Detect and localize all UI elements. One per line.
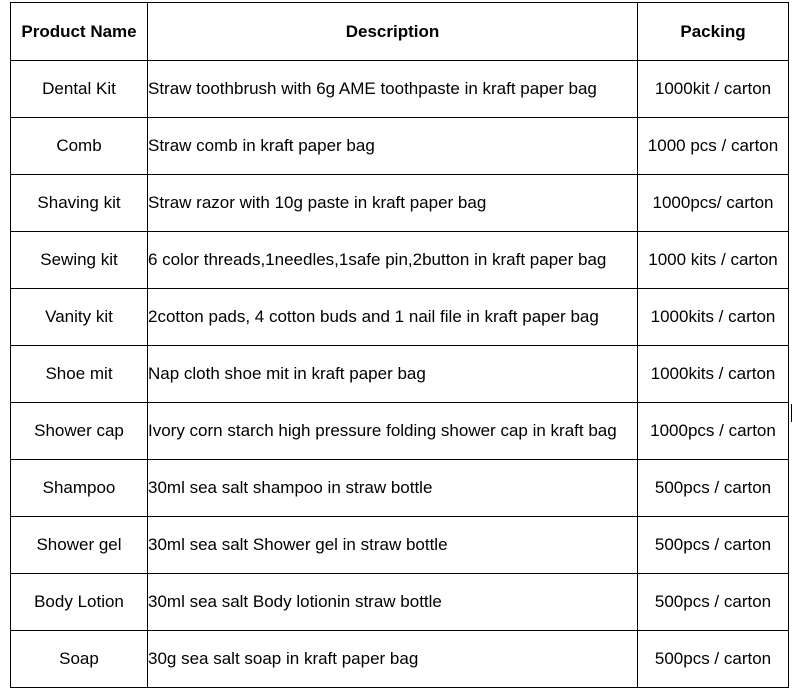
table-row [11, 289, 789, 346]
table-row [11, 346, 789, 403]
description-cell: 30ml sea salt Body lotionin straw bottle [148, 574, 638, 631]
table-row [11, 118, 789, 175]
description-cell: Straw comb in kraft paper bag [148, 118, 638, 175]
product-name-cell: Shoe mit [11, 346, 148, 403]
header-description: Description [148, 3, 638, 61]
product-table [10, 2, 789, 688]
header-packing: Packing [638, 3, 789, 61]
packing-cell: 1000kit / carton [638, 61, 789, 118]
product-name-cell: Shower gel [11, 517, 148, 574]
product-name-cell: Dental Kit [11, 61, 148, 118]
packing-cell: 1000 kits / carton [638, 232, 789, 289]
header-row [11, 3, 789, 61]
table-row [11, 175, 789, 232]
packing-cell: 1000kits / carton [638, 289, 789, 346]
packing-cell: 1000 pcs / carton [638, 118, 789, 175]
header-product-name: Product Name [11, 3, 148, 61]
product-name-cell: Soap [11, 631, 148, 688]
packing-cell: 1000pcs/ carton [638, 175, 789, 232]
description-cell: 30ml sea salt Shower gel in straw bottle [148, 517, 638, 574]
description-cell: Ivory corn starch high pressure folding shower cap in kraft bag [148, 403, 638, 460]
packing-cell: 500pcs / carton [638, 460, 789, 517]
product-name-cell: Shaving kit [11, 175, 148, 232]
product-name-cell: Shampoo [11, 460, 148, 517]
description-cell: 2cotton pads, 4 cotton buds and 1 nail file in kraft paper bag [148, 289, 638, 346]
table-row [11, 460, 789, 517]
description-cell: Straw toothbrush with 6g AME toothpaste in kraft paper bag [148, 61, 638, 118]
product-name-cell: Sewing kit [11, 232, 148, 289]
table-row [11, 61, 789, 118]
description-cell: Straw razor with 10g paste in kraft paper bag [148, 175, 638, 232]
table-row [11, 517, 789, 574]
packing-cell: 500pcs / carton [638, 574, 789, 631]
table-row [11, 631, 789, 688]
product-name-cell: Comb [11, 118, 148, 175]
table-row [11, 232, 789, 289]
packing-cell: 1000pcs / carton [638, 403, 789, 460]
product-name-cell: Vanity kit [11, 289, 148, 346]
product-name-cell: Shower cap [11, 403, 148, 460]
description-cell: Nap cloth shoe mit in kraft paper bag [148, 346, 638, 403]
description-cell: 30ml sea salt shampoo in straw bottle [148, 460, 638, 517]
packing-cell: 500pcs / carton [638, 517, 789, 574]
table-row [11, 403, 789, 460]
packing-cell: 1000kits / carton [638, 346, 789, 403]
description-cell: 30g sea salt soap in kraft paper bag [148, 631, 638, 688]
text-cursor [791, 404, 792, 422]
product-name-cell: Body Lotion [11, 574, 148, 631]
table-row [11, 574, 789, 631]
description-cell: 6 color threads,1needles,1safe pin,2button in kraft paper bag [148, 232, 638, 289]
packing-cell: 500pcs / carton [638, 631, 789, 688]
